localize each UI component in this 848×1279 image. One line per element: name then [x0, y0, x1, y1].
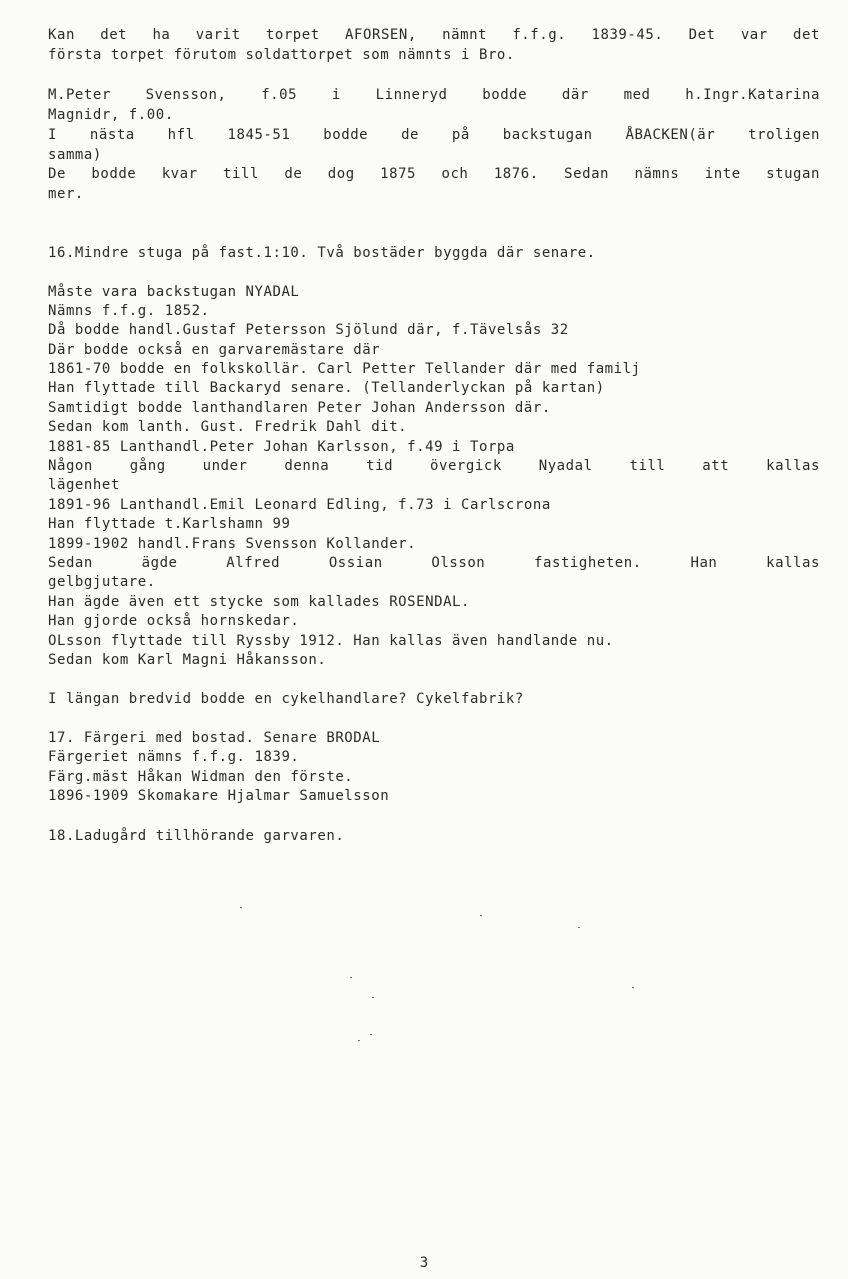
text-line: 16.Mindre stuga på fast.1:10. Två bostäder byggda där senare. — [48, 245, 596, 261]
text-line: Där bodde också en garvaremästare där — [48, 342, 381, 358]
text-line: Sedan ägde Alfred Ossian Olsson fastigheten. Han kallas — [48, 555, 820, 571]
text-line: I längan bredvid bodde en cykelhandlare? Cykelfabrik? — [48, 691, 524, 707]
scan-speck — [350, 977, 352, 978]
text-line: M.Peter Svensson, f.05 i Linneryd bodde där med h.Ingr.Katarina — [48, 87, 820, 103]
text-line: Sedan kom lanth. Gust. Fredrik Dahl dit. — [48, 419, 408, 435]
text-line: Färgeriet nämns f.f.g. 1839. — [48, 749, 300, 765]
text-line: 1891-96 Lanthandl.Emil Leonard Edling, f.73 i Carlscrona — [48, 497, 551, 513]
text-line: gelbgjutare. — [48, 574, 156, 590]
text-line: 18.Ladugård tillhörande garvaren. — [48, 828, 345, 844]
scan-speck — [480, 915, 482, 916]
text-line: 1899-1902 handl.Frans Svensson Kollander. — [48, 536, 417, 552]
text-line: OLsson flyttade till Ryssby 1912. Han kallas även handlande nu. — [48, 633, 614, 649]
text-line: Någon gång under denna tid övergick Nyadal till att kallas — [48, 458, 820, 474]
text-line: Han gjorde också hornskedar. — [48, 613, 300, 629]
text-line: Måste vara backstugan NYADAL — [48, 284, 300, 300]
text-line: 17. Färgeri med bostad. Senare BRODAL — [48, 730, 381, 746]
text-line: Han flyttade till Backaryd senare. (Tellanderlyckan på kartan) — [48, 380, 605, 396]
text-line: Han flyttade t.Karlshamn 99 — [48, 516, 291, 532]
scan-speck — [632, 987, 634, 988]
text-line: 1896-1909 Skomakare Hjalmar Samuelsson — [48, 788, 390, 804]
text-line: I nästa hfl 1845-51 bodde de på backstugan ÅBACKEN(är troligen — [48, 127, 820, 143]
text-line: 1881-85 Lanthandl.Peter Johan Karlsson, f.49 i Torpa — [48, 439, 515, 455]
text-line: Nämns f.f.g. 1852. — [48, 303, 210, 319]
text-line: Då bodde handl.Gustaf Petersson Sjölund där, f.Tävelsås 32 — [48, 322, 569, 338]
text-line: första torpet förutom soldattorpet som nämnts i Bro. — [48, 47, 515, 63]
text-line: Kan det ha varit torpet AFORSEN, nämnt f.f.g. 1839-45. Det var det — [48, 27, 820, 43]
text-line: Magnidr, f.00. — [48, 107, 174, 123]
text-line: Samtidigt bodde lanthandlaren Peter Johan Andersson där. — [48, 400, 551, 416]
scan-speck — [370, 1034, 372, 1035]
scan-speck — [358, 1040, 360, 1041]
text-line: 1861-70 bodde en folkskollär. Carl Petter Tellander där med familj — [48, 361, 641, 377]
text-line: Färg.mäst Håkan Widman den förste. — [48, 769, 354, 785]
scan-speck — [240, 907, 242, 908]
text-line: lägenhet — [48, 477, 120, 493]
text-line: Sedan kom Karl Magni Håkansson. — [48, 652, 327, 668]
text-line: samma) — [48, 147, 102, 163]
scan-speck — [372, 997, 374, 998]
text-line: De bodde kvar till de dog 1875 och 1876. Sedan nämns inte stugan — [48, 166, 820, 182]
text-line: Han ägde även ett stycke som kallades ROSENDAL. — [48, 594, 470, 610]
page-number: 3 — [419, 1255, 429, 1271]
scan-speck — [578, 927, 580, 928]
text-line: mer. — [48, 186, 84, 202]
